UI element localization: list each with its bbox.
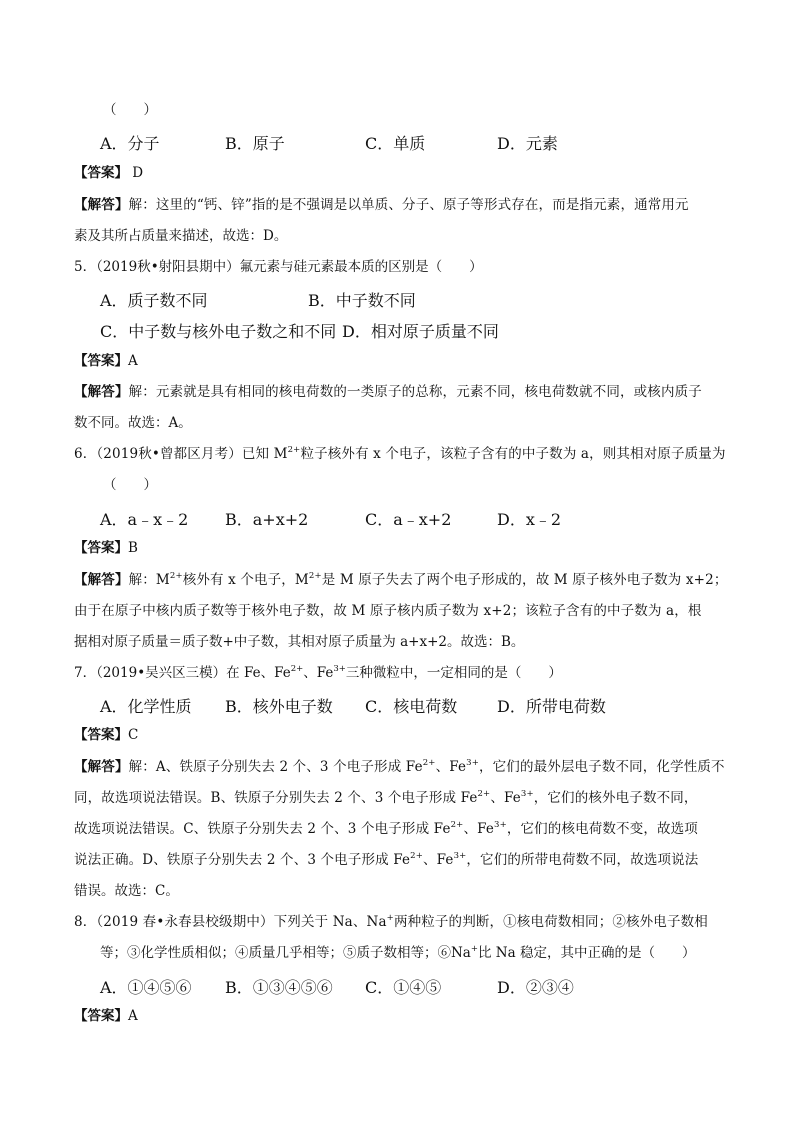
text: 比 Na 稳定，其中正确的是（ ） <box>478 945 696 961</box>
answer-value: A <box>128 353 138 369</box>
q6-explanation-line-3: 据相对原子质量＝质子数+中子数，其相对原子质量为 a+x+2。故选：B。 <box>74 634 525 650</box>
superscript: 2+ <box>308 571 322 581</box>
q7-options <box>100 694 794 714</box>
answer-label: 【答案】 <box>74 353 128 369</box>
q4-explanation-line-1 <box>74 195 689 215</box>
q8-stem-line-2 <box>100 943 695 963</box>
q7-answer <box>74 725 138 745</box>
q8-stem <box>74 912 708 932</box>
q4-options <box>100 131 794 151</box>
q4-option-d: D．元素 <box>497 134 558 153</box>
q6-option-b: B．a+x+2 <box>225 510 309 529</box>
superscript: + <box>386 913 394 923</box>
superscript: 2+ <box>287 445 301 455</box>
q6-option-a: A．a﹣x﹣2 <box>100 510 189 529</box>
explanation-text: 解：这里的“钙、锌”指的是不强调是以单质、分子、原子等形式存在，而是指元素，通常用元 <box>128 197 689 213</box>
q4-option-b: B．原子 <box>225 134 285 153</box>
q7-explanation-line-1 <box>74 757 725 777</box>
text: ，它们的核电荷数不变，故选项 <box>506 821 698 837</box>
superscript: 2+ <box>290 664 304 674</box>
text: 三种微粒中，一定相同的是（ ） <box>345 665 562 681</box>
answer-label: 【答案】 <box>74 727 128 743</box>
q5-explanation-line-2: 数不同。故选：A。 <box>74 415 192 431</box>
answer-value: D <box>132 165 144 181</box>
q6-stem <box>74 444 726 464</box>
answer-label: 【答案】 <box>74 1008 128 1024</box>
q7-option-c: C．核电荷数 <box>365 697 458 716</box>
answer-label: 【答案】 <box>74 165 128 181</box>
superscript: 2+ <box>410 851 423 861</box>
q4-explanation-line-2: 素及其所占质量来描述，故选：D。 <box>74 228 288 244</box>
q5-options-row-1 <box>100 288 794 308</box>
superscript: 2+ <box>169 571 183 581</box>
superscript: 3+ <box>453 851 467 861</box>
q5-answer <box>74 351 138 371</box>
q5-options-row-2 <box>100 319 794 339</box>
superscript: 3+ <box>494 820 507 830</box>
q8-options <box>100 975 794 995</box>
q4-option-c: C．单质 <box>365 134 426 153</box>
text: 、Fe <box>303 665 334 681</box>
q5-option-b: B．中子数不同 <box>308 291 416 310</box>
superscript: 3+ <box>466 758 479 768</box>
q8-option-d: D．②③④ <box>497 978 574 997</box>
explanation-label: 【解答】 <box>74 572 129 588</box>
q5-option-d: D．相对原子质量不同 <box>342 322 499 341</box>
q6-option-c: C．a﹣x+2 <box>365 510 452 529</box>
q7-explanation-line-2 <box>74 788 698 808</box>
q6-stem-pre: 6．（2019秋•曾都区月考）已知 M <box>74 446 288 462</box>
superscript: 3+ <box>520 789 534 799</box>
q5-option-c: C．中子数与核外电子数之和不同 <box>100 322 337 341</box>
q7-explanation-line-5: 错误。故选：C。 <box>74 883 179 899</box>
q6-answer <box>74 538 138 558</box>
q6-option-d: D．x﹣2 <box>497 510 562 529</box>
q7-explanation-line-4 <box>74 850 698 870</box>
text: 两种粒子的判断，①核电荷数相同；②核外电子数相 <box>393 914 708 930</box>
answer-value: A <box>128 1008 138 1024</box>
text: 、Fe <box>490 790 521 806</box>
superscript: 2+ <box>450 820 464 830</box>
q7-stem <box>74 663 562 683</box>
q6-stem-post: 粒子核外有 x 个电子，该粒子含有的中子数为 a，则其相对原子质量为 <box>300 446 726 462</box>
text: 、Fe <box>435 759 467 775</box>
superscript: 3+ <box>333 664 346 674</box>
text: 故选项说法错误。C、铁原子分别失去 2 个、3 个电子形成 Fe <box>74 821 451 837</box>
text: 核外有 x 个电子，M <box>182 572 309 588</box>
q7-option-d: D．所带电荷数 <box>497 697 606 716</box>
answer-value: B <box>128 540 138 556</box>
q6-paren: （ ） <box>103 477 157 493</box>
superscript: 2+ <box>422 758 436 768</box>
text: 解：A、铁原子分别失去 2 个、3 个电子形成 Fe <box>128 759 423 775</box>
text: ，它们的所带电荷数不同，故选项说法 <box>466 852 699 868</box>
q6-options <box>100 507 794 527</box>
superscript: + <box>470 944 478 954</box>
explanation-label: 【解答】 <box>74 759 129 775</box>
q7-explanation-line-3 <box>74 819 698 839</box>
q5-option-a: A．质子数不同 <box>100 291 208 310</box>
q8-option-b: B．①③④⑤⑥ <box>225 978 333 997</box>
superscript: 2+ <box>477 789 491 799</box>
text: ，它们的核外电子数不同， <box>533 790 698 806</box>
text: 说法正确。D、铁原子分别失去 2 个、3 个电子形成 Fe <box>74 852 411 868</box>
q6-explanation-line-2: 由于在原子中核内质子数等于核外电子数，故 M 原子核内质子数为 x+2；该粒子含有的中子数为 a，根 <box>74 603 702 619</box>
q7-option-b: B．核外电子数 <box>225 697 333 716</box>
text: 7．（2019•吴兴区三模）在 Fe、Fe <box>74 665 291 681</box>
q7-option-a: A．化学性质 <box>100 697 192 716</box>
text: 是 M 原子失去了两个电子形成的，故 M 原子核外电子数为 x+2； <box>321 572 728 588</box>
q4-answer <box>74 163 143 183</box>
answer-label: 【答案】 <box>74 540 128 556</box>
text: 等；③化学性质相似；④质量几乎相等；⑤质子数相等；⑥Na <box>100 945 471 961</box>
explanation-label: 【解答】 <box>74 384 129 400</box>
text: 8．（2019 春•永春县校级期中）下列关于 Na、Na <box>74 914 387 930</box>
explanation-text: 解：元素就是具有相同的核电荷数的一类原子的总称，元素不同，核电荷数就不同，或核内质子 <box>128 384 702 400</box>
text: 、Fe <box>463 821 495 837</box>
q8-option-c: C．①④⑤ <box>365 978 442 997</box>
text: 、Fe <box>422 852 454 868</box>
text: 同，故选项说法错误。B、铁原子分别失去 2 个、3 个电子形成 Fe <box>74 790 478 806</box>
q4-paren: （ ） <box>103 102 157 118</box>
q8-answer <box>74 1006 138 1026</box>
q4-option-a: A．分子 <box>100 134 160 153</box>
q8-option-a: A．①④⑤⑥ <box>100 978 192 997</box>
text: 解：M <box>128 572 170 588</box>
q6-explanation-line-1 <box>74 570 727 590</box>
q5-stem: 5．（2019秋•射阳县期中）氟元素与硅元素最本质的区别是（ ） <box>74 259 483 275</box>
explanation-label: 【解答】 <box>74 197 129 213</box>
text: ，它们的最外层电子数不同，化学性质不 <box>479 759 725 775</box>
answer-value: C <box>128 727 139 743</box>
q5-explanation-line-1 <box>74 382 702 402</box>
